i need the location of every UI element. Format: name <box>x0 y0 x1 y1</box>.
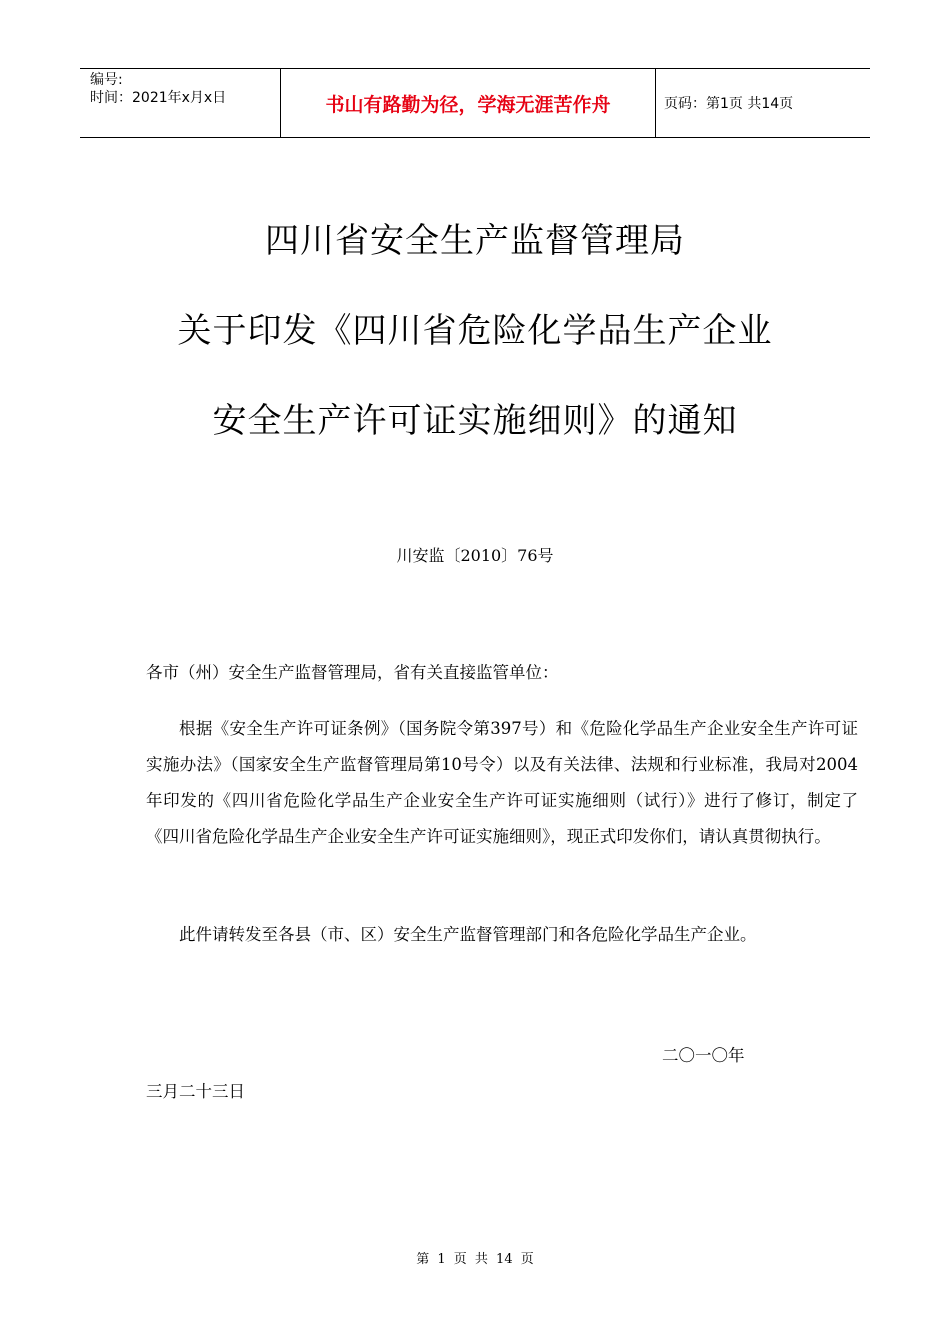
page-footer: 第 1 页 共 14 页 <box>416 1252 534 1267</box>
body-paragraph-1: 根据《安全生产许可证条例》（国务院令第397号）和《危险化学品生产企业安全生产许可证实施办法》（国家安全生产监督管理局第10号令）以及有关法律、法规和行业标准，我局对2004年印发的《四川省危险化学品生产企业安全生产许可证实施细则（试行）》进行了修订，制定了《四川省危险化学品生产企业安全生产许可证实施细则》，现正式印发你们，请认真贯彻执行。 <box>146 719 858 846</box>
date-day: 三月二十三日 <box>146 1082 245 1101</box>
title-line-3: 安全生产许可证实施细则》的通知 <box>212 401 738 441</box>
salutation: 各市（州）安全生产监督管理局，省有关直接监管单位： <box>146 663 559 682</box>
header-motto: 书山有路勤为径，学海无涯苦作舟 <box>280 69 656 137</box>
header-page-info: 页码：第1页 共14页 <box>664 96 794 112</box>
header-meta <box>80 69 280 137</box>
date-year: 二〇一〇年 <box>662 1046 745 1065</box>
title-line-2: 关于印发《四川省危险化学品生产企业 <box>177 311 773 351</box>
title-line-1: 四川省安全生产监督管理局 <box>265 221 685 261</box>
time-label: 时间：2021年x月x日 <box>90 90 227 106</box>
body-paragraph-2: 此件请转发至各县（市、区）安全生产监督管理部门和各危险化学品生产企业。 <box>179 925 757 944</box>
document-number: 川安监〔2010〕76号 <box>396 546 554 565</box>
serial-label: 编号: <box>90 72 123 88</box>
document-header <box>80 68 870 138</box>
